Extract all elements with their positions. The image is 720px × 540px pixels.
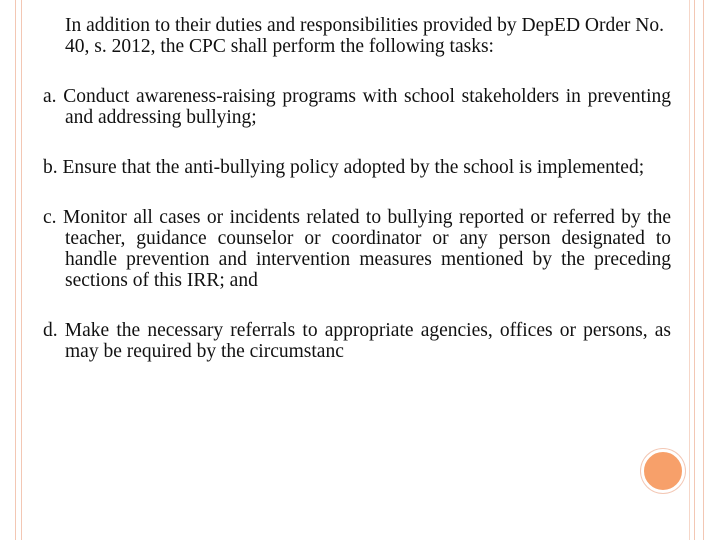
list-marker: b. (43, 157, 58, 178)
right-border-line (689, 0, 690, 540)
slide-content (43, 15, 671, 391)
accent-circle-decoration (641, 449, 685, 493)
list-marker: d. (43, 320, 58, 341)
list-item-c (43, 207, 671, 291)
list-marker: a. (43, 86, 57, 107)
left-border-decoration (15, 0, 22, 540)
list-item-text: Conduct awareness-raising programs with school stakeholders in preventing and addressing bullying; (63, 86, 672, 128)
right-border-decoration (694, 0, 704, 540)
list-item-text: Monitor all cases or incidents related to bullying reported or referred by the teacher, guidance counselor or coordinator or any person designated to handle prevention and intervention measures mentioned by the preceding sections of this IRR; and (62, 207, 671, 291)
list-item-a (43, 86, 671, 128)
list-item-b (43, 157, 671, 178)
list-item-text: Ensure that the anti-bullying policy adopted by the school is implemented; (62, 157, 645, 178)
intro-paragraph: In addition to their duties and responsibilities provided by DepED Order No. 40, s. 2012, the CPC shall perform the following tasks: (65, 15, 664, 57)
list-item-d (43, 320, 671, 362)
list-item-text: Make the necessary referrals to appropriate agencies, offices or persons, as may be required by the circumstanc (64, 320, 671, 362)
list-marker: c. (43, 207, 57, 228)
